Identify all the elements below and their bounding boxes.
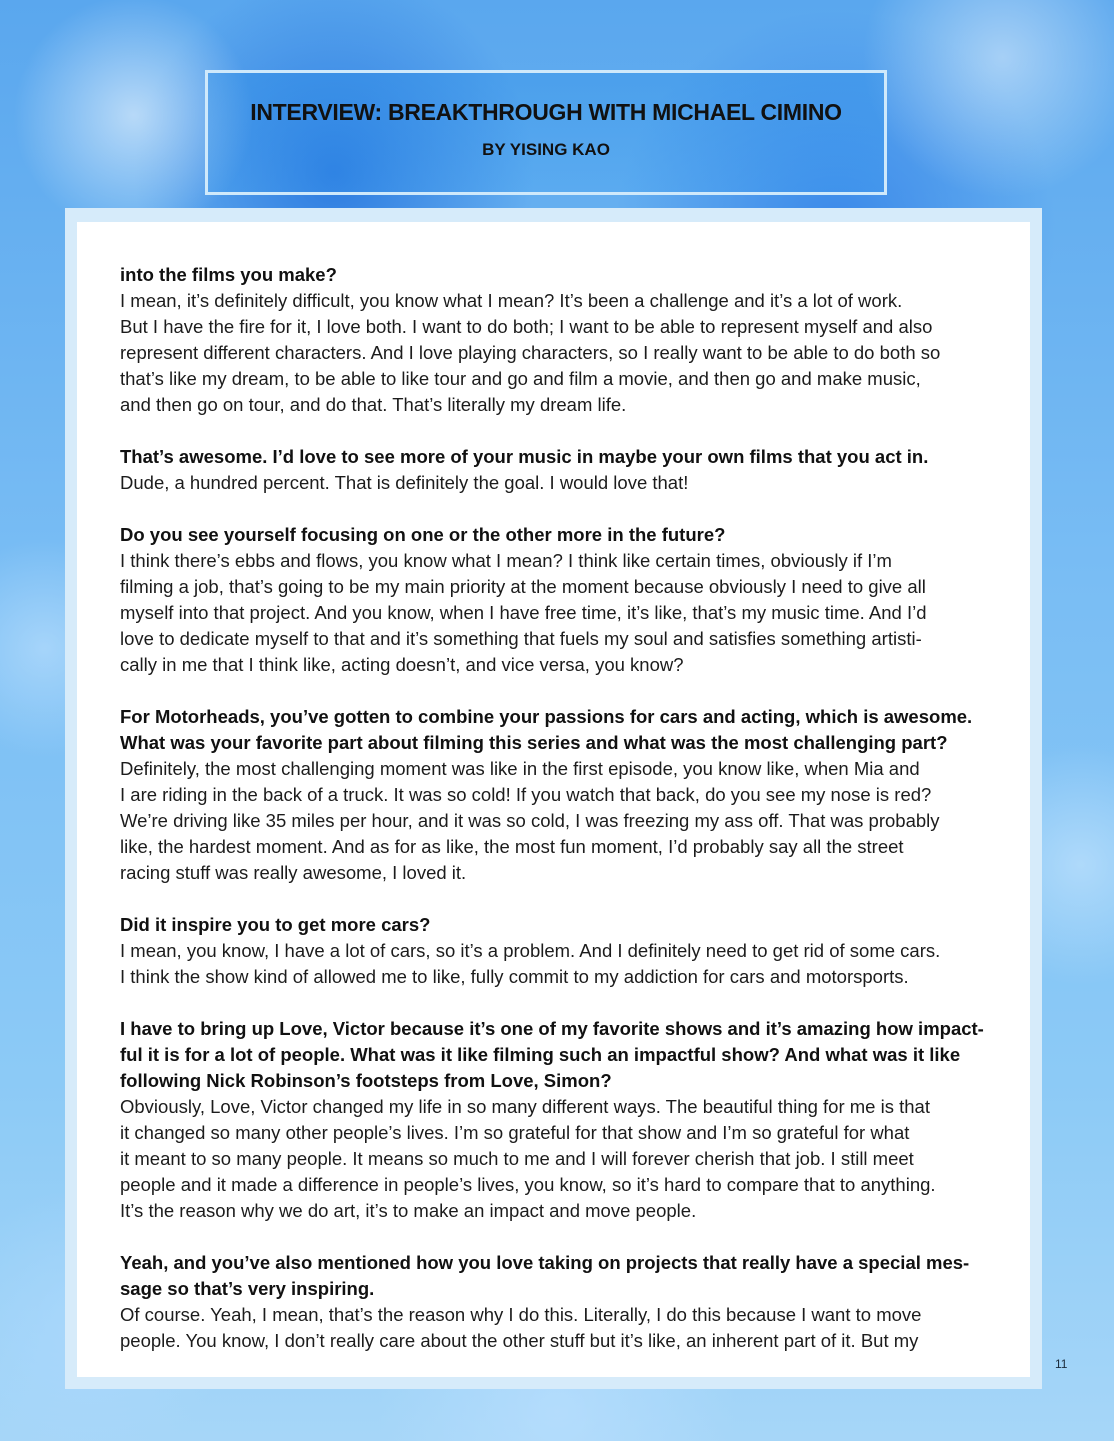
- answer-line: people. You know, I don’t really care about the other stuff but it’s like, an inherent part of it. But my: [120, 1330, 919, 1351]
- answer-line: It’s the reason why we do art, it’s to make an impact and move people.: [120, 1200, 697, 1221]
- question-line: ful it is for a lot of people. What was it like filming such an impactful show? And what was it like: [120, 1044, 961, 1065]
- content-panel: [65, 208, 1042, 1389]
- answer-line: it meant to so many people. It means so much to me and I will forever cherish that job. I still meet: [120, 1148, 914, 1169]
- answer-line: I think there’s ebbs and flows, you know what I mean? I think like certain times, obviously if I’m: [120, 550, 892, 571]
- answer-line: like, the hardest moment. And as for as like, the most fun moment, I’d probably say all the street: [120, 836, 904, 857]
- answer-line: I mean, it’s definitely difficult, you know what I mean? It’s been a challenge and it’s a lot of work.: [120, 290, 903, 311]
- qa-block: [120, 1250, 1000, 1354]
- qa-block: [120, 444, 1000, 496]
- answer-line: We’re driving like 35 miles per hour, and it was so cold, I was freezing my ass off. That was probably: [120, 810, 940, 831]
- answer-line: and then go on tour, and do that. That’s literally my dream life.: [120, 394, 627, 415]
- qa-block: [120, 704, 1000, 886]
- answer-line: Definitely, the most challenging moment was like in the first episode, you know like, when Mia and: [120, 758, 920, 779]
- answer-line: racing stuff was really awesome, I loved it.: [120, 862, 467, 883]
- qa-block: [120, 1016, 1000, 1224]
- answer-line: it changed so many other people’s lives. I’m so grateful for that show and I’m so grateful for what: [120, 1122, 910, 1143]
- question-line: Did it inspire you to get more cars?: [120, 914, 431, 935]
- answer-line: But I have the fire for it, I love both. I want to do both; I want to be able to represent myself and also: [120, 316, 933, 337]
- answer-line: Obviously, Love, Victor changed my life in so many different ways. The beautiful thing for me is that: [120, 1096, 930, 1117]
- answer-line: I are riding in the back of a truck. It was so cold! If you watch that back, do you see my nose is red?: [120, 784, 932, 805]
- qa-block: [120, 912, 1000, 990]
- answer-line: I mean, you know, I have a lot of cars, so it’s a problem. And I definitely need to get rid of some cars.: [120, 940, 941, 961]
- qa-block: [120, 522, 1000, 678]
- question-line: That’s awesome. I’d love to see more of your music in maybe your own films that you act in.: [120, 446, 929, 467]
- answer-line: I think the show kind of allowed me to like, fully commit to my addiction for cars and motorsports.: [120, 966, 909, 987]
- page-number: 11: [1055, 1357, 1068, 1371]
- question-line: For Motorheads, you’ve gotten to combine your passions for cars and acting, which is awesome.: [120, 706, 973, 727]
- question-line: Do you see yourself focusing on one or the other more in the future?: [120, 524, 726, 545]
- answer-line: filming a job, that’s going to be my main priority at the moment because obviously I need to give all: [120, 576, 926, 597]
- article-byline: BY YISING KAO: [482, 140, 610, 159]
- answer-line: Of course. Yeah, I mean, that’s the reason why I do this. Literally, I do this because I want to move: [120, 1304, 922, 1325]
- answer-line: myself into that project. And you know, when I have free time, it’s like, that’s my music time. And I’d: [120, 602, 927, 623]
- content-body: [77, 222, 1030, 1377]
- answer-line: represent different characters. And I love playing characters, so I really want to be able to do both so: [120, 342, 941, 363]
- question-line: into the films you make?: [120, 264, 337, 285]
- article-header: [205, 70, 887, 195]
- question-line: Yeah, and you’ve also mentioned how you love taking on projects that really have a special mes-: [120, 1252, 970, 1273]
- article-title: INTERVIEW: BREAKTHROUGH WITH MICHAEL CIMINO: [250, 99, 842, 125]
- answer-line: love to dedicate myself to that and it’s something that fuels my soul and satisfies something artisti-: [120, 628, 922, 649]
- qa-block: [120, 262, 1000, 418]
- answer-line: Dude, a hundred percent. That is definitely the goal. I would love that!: [120, 472, 689, 493]
- question-line: following Nick Robinson’s footsteps from Love, Simon?: [120, 1070, 612, 1091]
- question-line: I have to bring up Love, Victor because it’s one of my favorite shows and it’s amazing how impact-: [120, 1018, 984, 1039]
- question-line: sage so that’s very inspiring.: [120, 1278, 375, 1299]
- answer-line: cally in me that I think like, acting doesn’t, and vice versa, you know?: [120, 654, 684, 675]
- answer-line: that’s like my dream, to be able to like tour and go and film a movie, and then go and make music,: [120, 368, 921, 389]
- question-line: What was your favorite part about filming this series and what was the most challenging part?: [120, 732, 948, 753]
- answer-line: people and it made a difference in people’s lives, you know, so it’s hard to compare that to anything.: [120, 1174, 936, 1195]
